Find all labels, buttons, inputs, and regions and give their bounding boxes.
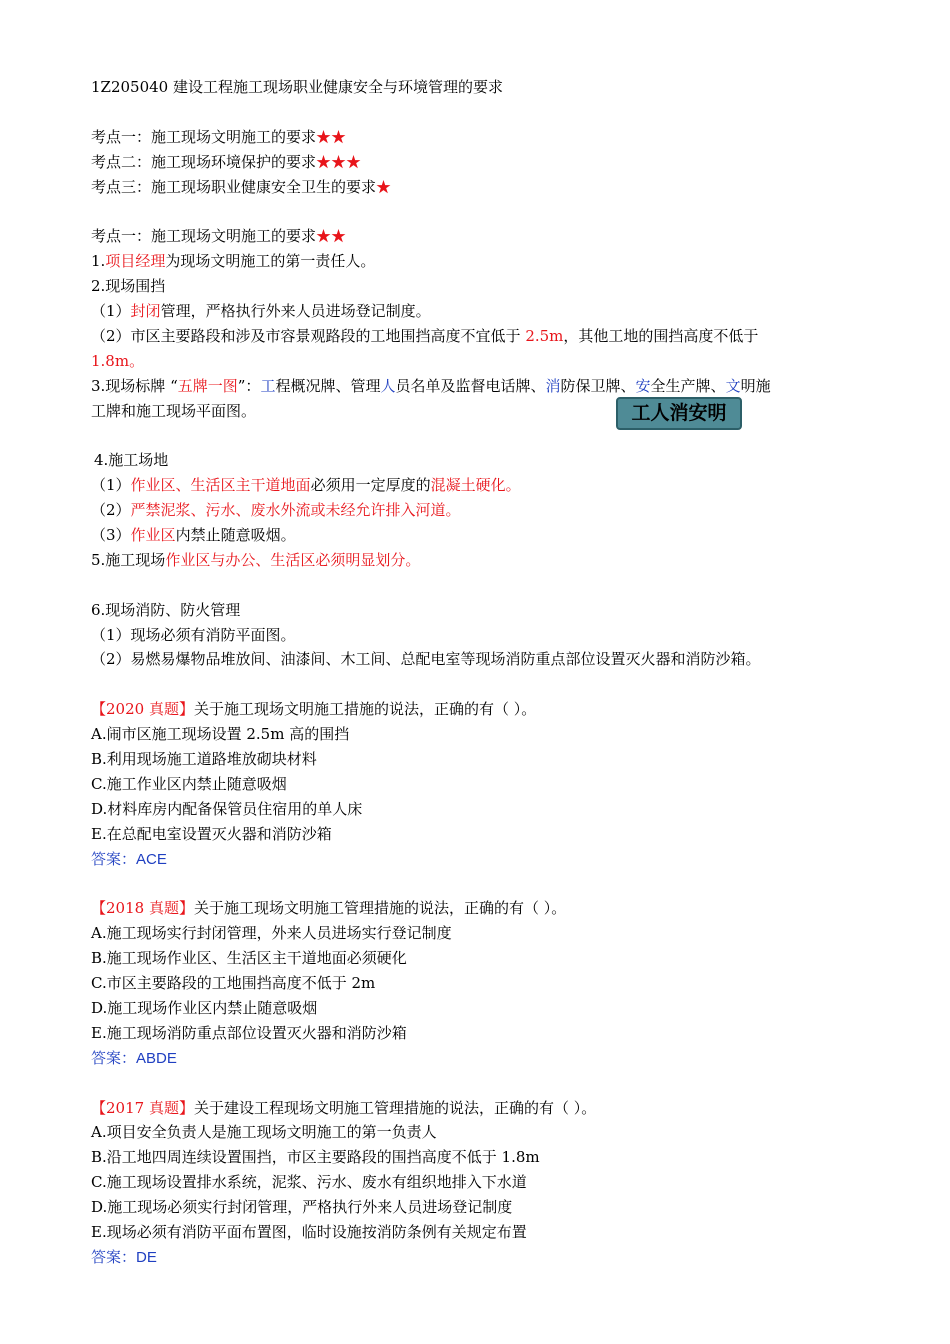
- kaodian-item: [91, 150, 891, 175]
- point-6-2: （2）易燃易爆物品堆放间、油漆间、木工间、总配电室等现场消防重点部位设置灭火器和消防沙箱。: [91, 650, 761, 669]
- question-option: B.施工现场作业区、生活区主干道地面必须硬化: [91, 949, 407, 968]
- question-tag: 【2018 真题】: [91, 899, 194, 918]
- question-answer: 答案：DE: [91, 1247, 157, 1266]
- mnemonic-char: 安: [635, 376, 651, 395]
- highlight-text: 作业区: [130, 526, 176, 545]
- mnemonic-char: 消: [545, 376, 561, 395]
- highlight-text: 作业区、生活区主干道地面: [130, 476, 311, 495]
- spacer: [91, 672, 891, 697]
- point-1: 1.项目经理为现场文明施工的第一责任人。: [91, 252, 376, 271]
- point-4-2: （2）严禁泥浆、污水、废水外流或未经允许排入河道。: [91, 501, 461, 520]
- question-tag: 【2017 真题】: [91, 1098, 194, 1117]
- spacer: [91, 423, 891, 448]
- point-2-1: （1）封闭管理，严格执行外来人员进场登记制度。: [91, 302, 431, 321]
- question-stem: 【2017 真题】关于建设工程现场文明施工管理措施的说法，正确的有（ ）。: [91, 1098, 597, 1117]
- section-heading: 考点一：施工现场文明施工的要求★★: [91, 227, 347, 246]
- spacer: [91, 199, 891, 224]
- point-3-cont: 工牌和施工现场平面图。: [91, 401, 257, 420]
- document-page: [91, 75, 891, 1270]
- highlight-text: 严禁泥浆、污水、废水外流或未经允许排入河道。: [130, 501, 461, 520]
- star-rating-icon: ★★: [316, 127, 347, 146]
- spacer: [91, 872, 891, 897]
- highlight-text: 作业区与办公、生活区必须明显划分。: [165, 550, 421, 569]
- kaodian-item: [91, 125, 891, 150]
- question-answer: 答案：ABDE: [91, 1048, 177, 1067]
- highlight-text: 2.5m: [525, 326, 564, 345]
- star-rating-icon: ★★: [316, 227, 347, 246]
- kaodian-label: 考点二：施工现场环境保护的要求: [91, 152, 317, 171]
- document-title: 1Z205040 建设工程施工现场职业健康安全与环境管理的要求: [91, 78, 503, 96]
- spacer: [91, 100, 891, 125]
- highlight-text: 封闭: [130, 302, 161, 321]
- spacer: [91, 1071, 891, 1096]
- question-stem: 【2018 真题】关于施工现场文明施工管理措施的说法，正确的有（ ）。: [91, 899, 567, 918]
- highlight-text: 五牌一图: [177, 376, 238, 395]
- question-option: B.利用现场施工道路堆放砌块材料: [91, 750, 317, 769]
- mnemonic-char: 工: [260, 376, 276, 395]
- question-option: C.施工作业区内禁止随意吸烟: [91, 774, 287, 793]
- kaodian-label: 考点一：施工现场文明施工的要求: [91, 127, 317, 146]
- question-option: D.施工现场作业区内禁止随意吸烟: [91, 998, 318, 1017]
- question-answer: 答案：ACE: [91, 849, 167, 868]
- kaodian-item: [91, 175, 891, 200]
- point-4-3: （3）作业区内禁止随意吸烟。: [91, 526, 296, 545]
- question-option: D.施工现场必须实行封闭管理，严格执行外来人员进场登记制度: [91, 1198, 513, 1217]
- star-rating-icon: ★: [376, 177, 392, 196]
- mnemonic-badge: 工人消安明: [616, 397, 742, 430]
- highlight-text: 混凝土硬化。: [430, 476, 521, 495]
- star-rating-icon: ★★★: [316, 152, 362, 171]
- kaodian-label: 考点三：施工现场职业健康安全卫生的要求: [91, 177, 377, 196]
- mnemonic-char: 文: [725, 376, 741, 395]
- question-option: A.施工现场实行封闭管理，外来人员进场实行登记制度: [91, 924, 452, 943]
- question-option: A.项目安全负责人是施工现场文明施工的第一负责人: [91, 1123, 437, 1142]
- question-stem: 【2020 真题】关于施工现场文明施工措施的说法，正确的有（ ）。: [91, 700, 537, 719]
- spacer: [91, 573, 891, 598]
- point-2-2-cont: [91, 349, 891, 374]
- mnemonic-char: 人: [380, 376, 396, 395]
- point-4-heading: 4.施工场地: [94, 451, 169, 470]
- highlight-text: 1.8m。: [91, 351, 145, 370]
- highlight-text: 项目经理: [105, 252, 166, 271]
- question-option: E.施工现场消防重点部位设置灭火器和消防沙箱: [91, 1023, 407, 1042]
- question-option: E.在总配电室设置灭火器和消防沙箱: [91, 824, 332, 843]
- question-option: C.施工现场设置排水系统，泥浆、污水、废水有组织地排入下水道: [91, 1173, 527, 1192]
- question-option: A.闹市区施工现场设置 2.5m 高的围挡: [91, 725, 350, 744]
- point-2-2: （2）市区主要路段和涉及市容景观路段的工地围挡高度不宜低于 2.5m，其他工地的围挡高度不低于: [91, 326, 759, 345]
- question-option: C.市区主要路段的工地围挡高度不低于 2m: [91, 974, 376, 993]
- point-5: 5.施工现场作业区与办公、生活区必须明显划分。: [91, 550, 421, 569]
- point-6-1: （1）现场必须有消防平面图。: [91, 625, 296, 644]
- question-option: D.材料库房内配备保管员住宿用的单人床: [91, 799, 363, 818]
- point-4-1: （1）作业区、生活区主干道地面必须用一定厚度的混凝土硬化。: [91, 476, 521, 495]
- question-option: B.沿工地四周连续设置围挡，市区主要路段的围挡高度不低于 1.8m: [91, 1148, 540, 1167]
- point-3: 3.现场标牌 “五牌一图”：工程概况牌、管理人员名单及监督电话牌、消防保卫牌、安全生产牌、文明施: [91, 376, 771, 395]
- point-6-heading: 6.现场消防、防火管理: [91, 600, 241, 619]
- question-tag: 【2020 真题】: [91, 700, 194, 719]
- point-2-heading: 2.现场围挡: [91, 277, 166, 296]
- question-option: E.现场必须有消防平面布置图，临时设施按消防条例有关规定布置: [91, 1222, 527, 1241]
